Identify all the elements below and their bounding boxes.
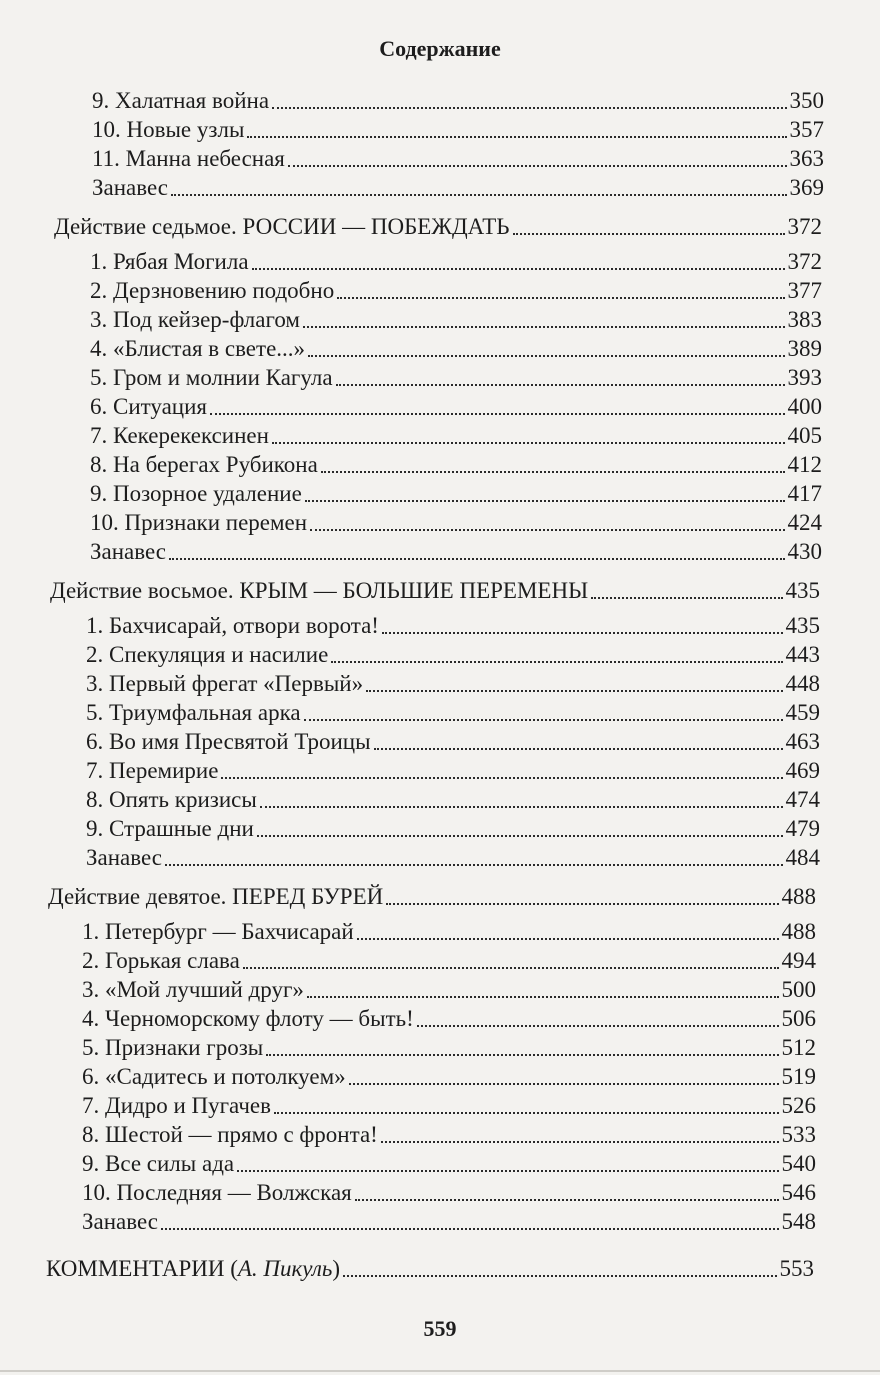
toc-heading [0,576,880,605]
entry-title: 5. Гром и молнии Кагула [90,365,333,390]
entry-page: 389 [787,336,822,361]
heading-page: 488 [781,884,816,909]
entry-page: 400 [787,394,822,419]
dot-leader [272,107,786,109]
dot-leader [221,777,782,779]
toc-entry [0,1091,880,1120]
dot-leader [374,748,783,750]
bottom-edge [0,1370,880,1372]
entry-page: 463 [785,729,820,754]
dot-leader [171,194,787,196]
toc-commentary [0,1254,880,1283]
toc-entry [0,479,880,508]
toc-entry [0,305,880,334]
dot-leader [257,835,783,837]
toc-entry [0,843,880,872]
entry-title: 2. Дерзновению подобно [90,278,335,303]
commentary-close-paren: ) [332,1256,341,1281]
dot-leader [343,1275,776,1277]
entry-page: 540 [781,1151,816,1176]
entry-page: 519 [781,1064,816,1089]
toc-entry [0,144,880,173]
entry-page: 372 [787,249,822,274]
entry-title: 11. Манна небесная [92,146,285,171]
toc-entry [0,1033,880,1062]
toc-entry [0,1149,880,1178]
entry-title: 8. Шестой — прямо с фронта! [82,1122,378,1147]
entry-page: 377 [787,278,822,303]
toc-entry [0,1120,880,1149]
entry-title: 1. Бахчисарай, отвори ворота! [86,613,379,638]
entry-page: 506 [781,1006,816,1031]
dot-leader [260,806,783,808]
entry-page: 383 [787,307,822,332]
dot-leader [382,632,783,634]
dot-leader [252,268,785,270]
toc-entry [0,785,880,814]
entry-title: 2. Горькая слава [82,948,240,973]
entry-title: 6. «Садитесь и потолкуем» [82,1064,346,1089]
toc-entry [0,756,880,785]
entry-title: 10. Последняя — Волжская [82,1180,352,1205]
heading-title: Действие седьмое. РОССИИ — ПОБЕЖДАТЬ [54,214,510,239]
dot-leader [237,1170,778,1172]
entry-title: 3. Под кейзер-флагом [90,307,300,332]
dot-leader [310,529,784,531]
entry-title: 9. Халатная война [92,88,270,113]
dot-leader [266,1054,778,1056]
toc-heading [0,212,880,241]
dot-leader [321,471,785,473]
entry-title: 10. Признаки перемен [90,510,308,535]
entry-title: 2. Спекуляция и насилие [86,642,329,667]
entry-page: 393 [787,365,822,390]
dot-leader [331,661,782,663]
entry-title: 10. Новые узлы [92,117,245,142]
entry-title: 5. Триумфальная арка [86,700,301,725]
entry-page: 512 [781,1035,816,1060]
entry-page: 435 [785,613,820,638]
toc-entry [0,247,880,276]
entry-title: 1. Петербург — Бахчисарай [82,919,354,944]
dot-leader [336,384,785,386]
toc-entry [0,115,880,144]
entry-title: Занавес [90,539,166,564]
entry-page: 417 [787,481,822,506]
dot-leader [386,903,778,905]
dot-leader [381,1141,779,1143]
dot-leader [305,500,785,502]
toc-entry [0,727,880,756]
dot-leader [591,597,782,599]
toc-entry [0,814,880,843]
entry-page: 474 [785,787,820,812]
entry-page: 488 [781,919,816,944]
dot-leader [274,1112,779,1114]
entry-title: 4. Черноморскому флоту — быть! [82,1006,414,1031]
toc-entry [0,173,880,202]
entry-page: 357 [789,117,824,142]
entry-title: 9. Позорное удаление [90,481,302,506]
entry-page: 459 [785,700,820,725]
heading-title: Действие девятое. ПЕРЕД БУРЕЙ [48,884,384,909]
dot-leader [366,690,782,692]
toc-entry [0,917,880,946]
dot-leader [169,558,785,560]
entry-title: Занавес [92,175,168,200]
heading-page: 372 [787,214,822,239]
entry-title: 9. Страшные дни [86,816,254,841]
entry-page: 430 [787,539,822,564]
entry-title: Занавес [82,1209,158,1234]
dot-leader [210,413,785,415]
entry-title: 4. «Блистая в свете...» [90,336,306,361]
dot-leader [349,1083,779,1085]
toc-entry [0,86,880,115]
entry-title: 5. Признаки грозы [82,1035,264,1060]
dot-leader [243,967,779,969]
entry-title: 3. Первый фрегат «Первый» [86,671,364,696]
toc-entry [0,1178,880,1207]
entry-page: 424 [787,510,822,535]
dot-leader [303,326,785,328]
entry-page: 469 [785,758,820,783]
dot-leader [247,136,786,138]
toc-entry [0,334,880,363]
entry-page: 494 [781,948,816,973]
entry-title: 7. Кекерекексинен [90,423,269,448]
dot-leader [417,1025,779,1027]
toc-entry [0,611,880,640]
toc-entry [0,1207,880,1236]
entry-title: 7. Перемирие [86,758,219,783]
entry-page: 479 [785,816,820,841]
entry-title: 6. Ситуация [90,394,207,419]
toc-entry [0,537,880,566]
entry-title: 1. Рябая Могила [90,249,249,274]
entry-page: 546 [781,1180,816,1205]
entry-page: 500 [781,977,816,1002]
entry-title: 8. Опять кризисы [86,787,257,812]
entry-page: 405 [787,423,822,448]
dot-leader [355,1199,779,1201]
toc-entry [0,640,880,669]
entry-page: 350 [789,88,824,113]
entry-page: 533 [781,1122,816,1147]
entry-title: 3. «Мой лучший друг» [82,977,304,1002]
toc-entry [0,363,880,392]
entry-page: 363 [789,146,824,171]
entry-title: Занавес [86,845,162,870]
dot-leader [337,297,784,299]
entry-page: 526 [781,1093,816,1118]
toc-entry [0,276,880,305]
toc-entry [0,1004,880,1033]
entry-page: 448 [785,671,820,696]
dot-leader [308,355,784,357]
dot-leader [357,938,779,940]
toc-entry [0,1062,880,1091]
entry-title: 6. Во имя Пресвятой Троицы [86,729,371,754]
commentary-title [46,1254,340,1283]
dot-leader [513,233,785,235]
dot-leader [304,719,783,721]
table-of-contents [0,86,880,1283]
toc-entry [0,698,880,727]
entry-page: 369 [789,175,824,200]
dot-leader [165,864,783,866]
page-number: 559 [423,1316,457,1341]
commentary-page: 553 [779,1256,814,1281]
heading-title: Действие восьмое. КРЫМ — БОЛЬШИЕ ПЕРЕМЕНЫ [50,578,589,603]
toc-heading [0,882,880,911]
entry-page: 443 [785,642,820,667]
dot-leader [161,1228,779,1230]
toc-entry [0,392,880,421]
toc-entry [0,946,880,975]
dot-leader [288,165,787,167]
entry-page: 484 [785,845,820,870]
dot-leader [307,996,779,998]
entry-page: 548 [781,1209,816,1234]
commentary-author: А. Пикуль [237,1256,333,1281]
entry-page: 412 [787,452,822,477]
toc-entry [0,975,880,1004]
entry-title: 7. Дидро и Пугачев [82,1093,271,1118]
entry-title: 8. На берегах Рубикона [90,452,318,477]
commentary-label: КОММЕНТАРИИ ( [46,1256,238,1281]
dot-leader [272,442,785,444]
toc-entry [0,508,880,537]
toc-entry [0,669,880,698]
page-title: Содержание [379,36,501,61]
toc-entry [0,450,880,479]
entry-title: 9. Все силы ада [82,1151,235,1176]
toc-entry [0,421,880,450]
heading-page: 435 [785,578,820,603]
